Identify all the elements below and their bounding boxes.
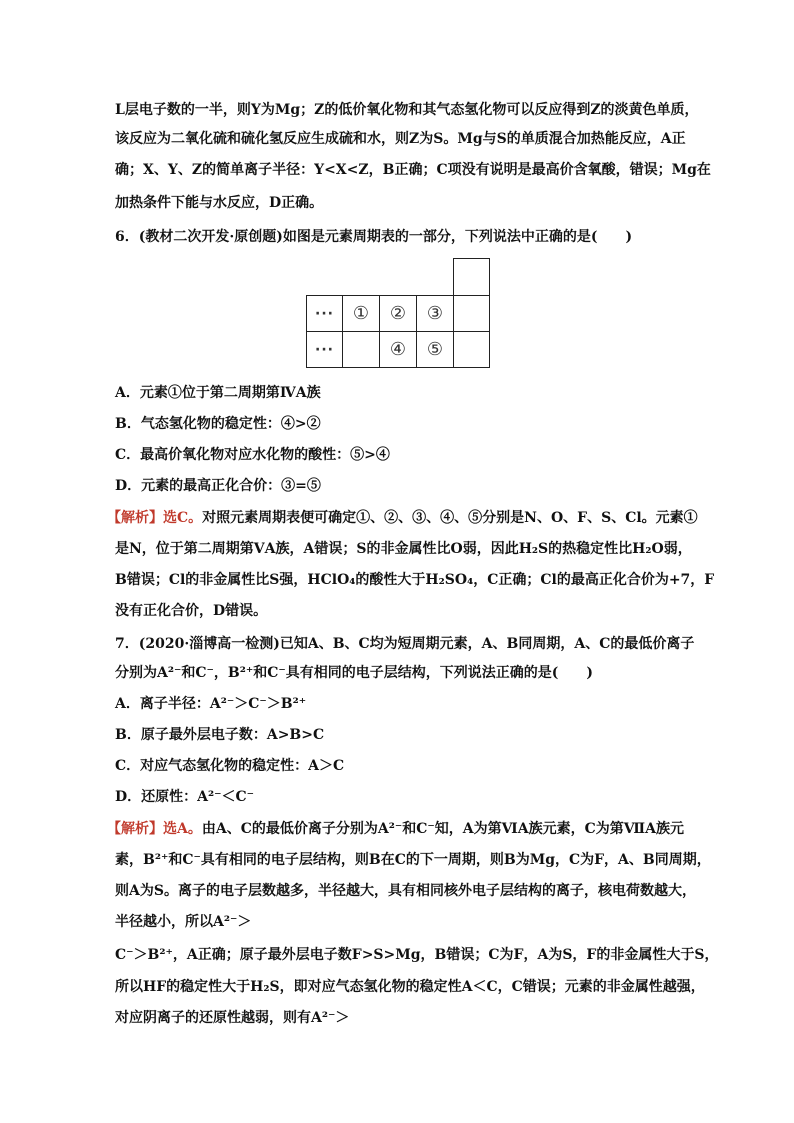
text-line: L层电子数的一半，则Y为Mg；Z的低价氧化物和其气态氢化物可以反应得到Z的淡黄色单质， [115, 102, 699, 118]
table-cell-empty [453, 331, 490, 368]
table-cell-ellipsis: ··· [306, 295, 343, 332]
question-7-stem: 分别为A²⁻和C⁻，B²⁺和C⁻具有相同的电子层结构，下列说法正确的是( ) [115, 665, 594, 681]
table-cell-empty [453, 295, 490, 332]
question-7-stem: 7．(2020·淄博高一检测)已知A、B、C均为短周期元素，A、B同周期，A、C的最低价离子 [115, 636, 695, 652]
question-7-analysis-line: 对应阴离子的还原性越弱，则有A²⁻＞ [115, 1010, 350, 1026]
table-cell-element-1: ① [342, 295, 380, 332]
answer-label: 选C。 [163, 510, 203, 526]
question-7-analysis-line: 所以HF的稳定性大于H₂S，即对应气态氢化物的稳定性A＜C，C错误；元素的非金属性越强， [115, 979, 705, 995]
question-7-option-a: A．离子半径：A²⁻＞C⁻＞B²⁺ [115, 696, 307, 712]
analysis-text: 对照元素周期表便可确定①、②、③、④、⑤分别是N、O、F、S、Cl。元素① [202, 510, 698, 526]
question-7-option-c: C．对应气态氢化物的稳定性：A＞C [115, 758, 345, 774]
analysis-tag: 【解析】 [107, 510, 163, 526]
table-cell-top [453, 258, 490, 296]
question-7-option-d: D．还原性：A²⁻＜C⁻ [115, 789, 255, 805]
question-6-option-b: B．气态氢化物的稳定性：④>② [115, 416, 321, 432]
text-line: 该反应为二氧化硫和硫化氢反应生成硫和水，则Z为S。Mg与S的单质混合加热能反应，A正 [115, 131, 686, 147]
table-cell-element-4: ④ [379, 331, 417, 368]
question-7-analysis-line: 则A为S。离子的电子层数越多，半径越大，具有相同核外电子层结构的离子，核电荷数越大， [115, 883, 696, 899]
table-cell-ellipsis: ··· [306, 331, 343, 368]
question-7-analysis-line: 半径越小，所以A²⁻＞ [115, 914, 252, 930]
question-7-analysis-line [107, 818, 682, 840]
table-cell-element-2: ② [379, 295, 417, 332]
question-6-analysis-line: B错误；Cl的非金属性比S强，HClO₄的酸性大于H₂SO₄，C正确；Cl的最高正化合价为+7，F [115, 572, 715, 588]
question-6-option-c: C．最高价氧化物对应水化物的酸性：⑤>④ [115, 447, 390, 463]
question-6-analysis-line [107, 507, 698, 529]
question-7-analysis-line: 素，B²⁺和C⁻具有相同的电子层结构，则B在C的下一周期，则B为Mg，C为F，A、B同周期， [115, 852, 711, 868]
question-7-analysis-line: C⁻＞B²⁺，A正确；原子最外层电子数F>S>Mg，B错误；C为F，A为S，F的非金属性大于S， [115, 947, 719, 963]
analysis-tag: 【解析】 [107, 821, 163, 837]
question-7-option-b: B．原子最外层电子数：A>B>C [115, 727, 325, 743]
answer-label: 选A。 [163, 821, 202, 837]
question-6-analysis-line: 没有正化合价，D错误。 [115, 603, 268, 619]
question-6-stem: 6．(教材二次开发·原创题)如图是元素周期表的一部分，下列说法中正确的是( ) [115, 229, 633, 245]
question-6-option-a: A．元素①位于第二周期第ⅣA族 [115, 385, 321, 401]
question-6-analysis-line: 是N，位于第二周期第ⅤA族，A错误；S的非金属性比O弱，因此H₂S的热稳定性比H₂O弱， [115, 541, 692, 557]
question-6-option-d: D．元素的最高正化合价：③=⑤ [115, 478, 321, 494]
table-cell-element-3: ③ [416, 295, 454, 332]
table-cell-empty [342, 331, 380, 368]
table-cell-element-5: ⑤ [416, 331, 454, 368]
text-line: 加热条件下能与水反应，D正确。 [115, 195, 324, 211]
text-line: 确；X、Y、Z的简单离子半径：Y<X<Z，B正确；C项没有说明是最高价含氧酸，错误；Mg在 [115, 162, 711, 178]
analysis-text: 由A、C的最低价离子分别为A²⁻和C⁻知，A为第ⅥA族元素，C为第ⅦA族元 [201, 821, 684, 837]
